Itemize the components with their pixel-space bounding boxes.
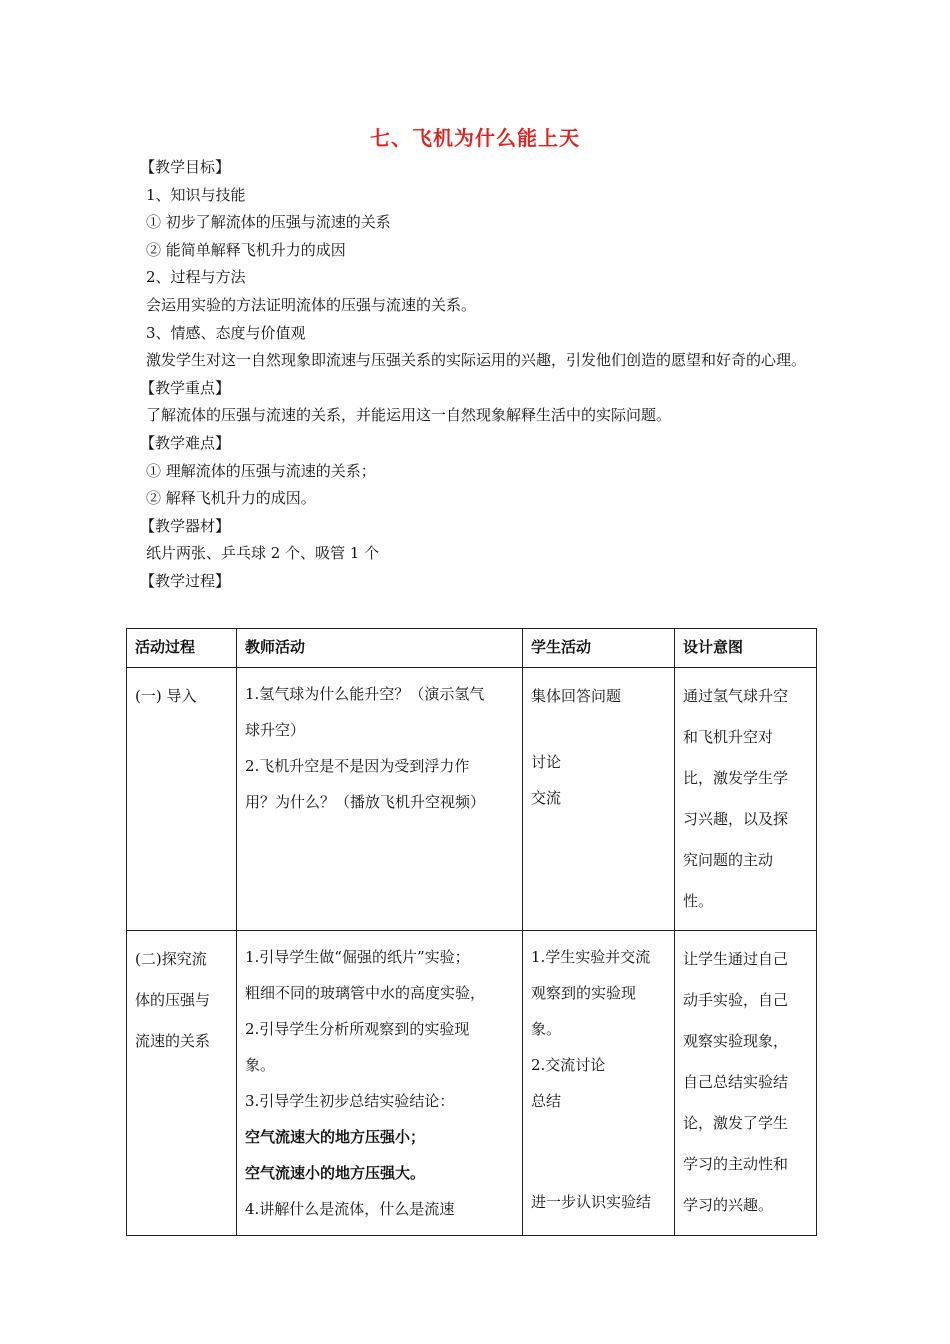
student-line: 总结 bbox=[531, 1092, 562, 1110]
design-cell bbox=[675, 668, 817, 931]
emotion-heading: 3、情感、态度与价值观 bbox=[146, 323, 306, 342]
column-header: 活动过程 bbox=[127, 629, 237, 668]
design-line: 习兴趣，以及探 bbox=[683, 810, 789, 828]
knowledge-item-1: ① 初步了解流体的压强与流速的关系 bbox=[146, 213, 391, 232]
lesson-body bbox=[140, 154, 826, 596]
teacher-line: 2.引导学生分析所观察到的实验现 bbox=[245, 1020, 470, 1038]
teacher-line: 3.引导学生初步总结实验结论： bbox=[245, 1092, 455, 1110]
teacher-cell bbox=[237, 668, 523, 931]
teacher-line: 粗细不同的玻璃管中水的高度实验， bbox=[245, 984, 486, 1002]
conclusion-line: 空气流速大的地方压强小； bbox=[245, 1128, 426, 1146]
emotion-item: 激发学生对这一自然现象即流速与压强关系的实际运用的兴趣，引发他们创造的愿望和好奇的心理。 bbox=[146, 351, 807, 370]
student-line: 交流 bbox=[531, 789, 562, 807]
design-line: 学习的兴趣。 bbox=[683, 1196, 774, 1214]
objectives-heading: 【教学目标】 bbox=[140, 158, 231, 176]
student-line: 进一步认识实验结 bbox=[531, 1193, 652, 1211]
design-cell bbox=[675, 931, 817, 1236]
stage-label: (二)探究流 bbox=[135, 950, 207, 968]
column-header: 设计意图 bbox=[675, 629, 817, 668]
teacher-line: 用？为什么？（播放飞机升空视频） bbox=[245, 793, 486, 811]
process-heading: 【教学过程】 bbox=[140, 571, 231, 590]
knowledge-item-2: ② 能简单解释飞机升力的成因 bbox=[146, 240, 346, 259]
design-line: 论，激发了学生 bbox=[683, 1114, 789, 1132]
design-line: 学习的主动性和 bbox=[683, 1155, 789, 1173]
student-line: 讨论 bbox=[531, 753, 562, 771]
knowledge-heading: 1、知识与技能 bbox=[146, 185, 246, 204]
table-row bbox=[127, 931, 817, 1236]
student-cell bbox=[523, 668, 675, 931]
conclusion-line: 空气流速小的地方压强大。 bbox=[245, 1164, 426, 1182]
equipment-text: 纸片两张、乒乓球 2 个、吸管 1 个 bbox=[146, 544, 380, 563]
student-line: 2.交流讨论 bbox=[531, 1056, 606, 1074]
teacher-line: 象。 bbox=[245, 1056, 276, 1074]
design-line: 动手实验，自己 bbox=[683, 991, 789, 1009]
teacher-cell bbox=[237, 931, 523, 1236]
design-line: 让学生通过自己 bbox=[683, 950, 789, 968]
table-header-row bbox=[127, 629, 817, 668]
design-line: 和飞机升空对 bbox=[683, 728, 774, 746]
design-line: 比，激发学生学 bbox=[683, 769, 789, 787]
process-method-heading: 2、过程与方法 bbox=[146, 268, 246, 287]
page-title: 七、飞机为什么能上天 bbox=[370, 126, 580, 150]
teacher-line: 2.飞机升空是不是因为受到浮力作 bbox=[245, 757, 470, 775]
teacher-line: 球升空） bbox=[245, 721, 306, 739]
design-line: 究问题的主动 bbox=[683, 851, 774, 869]
student-line: 象。 bbox=[531, 1020, 562, 1038]
table-row bbox=[127, 668, 817, 931]
teacher-line: 1.氢气球为什么能升空？（演示氢气 bbox=[245, 685, 485, 703]
design-line: 观察实验现象， bbox=[683, 1032, 789, 1050]
design-line: 性。 bbox=[683, 892, 714, 910]
process-method-item: 会运用实验的方法证明流体的压强与流速的关系。 bbox=[146, 295, 477, 314]
stage-label: 体的压强与 bbox=[135, 991, 211, 1009]
student-line: 集体回答问题 bbox=[531, 687, 622, 705]
teacher-line: 4.讲解什么是流体，什么是流速 bbox=[245, 1200, 455, 1218]
teacher-line: 1.引导学生做“倔强的纸片”实验； bbox=[245, 948, 470, 966]
stage-label: 流速的关系 bbox=[135, 1032, 211, 1050]
design-line: 通过氢气球升空 bbox=[683, 687, 789, 705]
stage-label: (一) 导入 bbox=[135, 687, 197, 705]
design-line: 自己总结实验结 bbox=[683, 1073, 789, 1091]
stage-cell bbox=[127, 931, 237, 1236]
column-header: 学生活动 bbox=[523, 629, 675, 668]
stage-cell bbox=[127, 668, 237, 931]
difficulty-item-1: ① 理解流体的压强与流速的关系； bbox=[146, 461, 376, 480]
student-cell bbox=[523, 931, 675, 1236]
teaching-process-table bbox=[126, 628, 817, 1236]
equipment-heading: 【教学器材】 bbox=[140, 516, 231, 535]
student-line: 1.学生实验并交流 bbox=[531, 948, 651, 966]
student-line: 观察到的实验现 bbox=[531, 984, 637, 1002]
key-points-heading: 【教学重点】 bbox=[140, 378, 231, 397]
column-header: 教师活动 bbox=[237, 629, 523, 668]
key-points-text: 了解流体的压强与流速的关系，并能运用这一自然现象解释生活中的实际问题。 bbox=[146, 406, 672, 425]
difficulty-item-2: ② 解释飞机升力的成因。 bbox=[146, 489, 316, 508]
difficulties-heading: 【教学难点】 bbox=[140, 433, 231, 452]
